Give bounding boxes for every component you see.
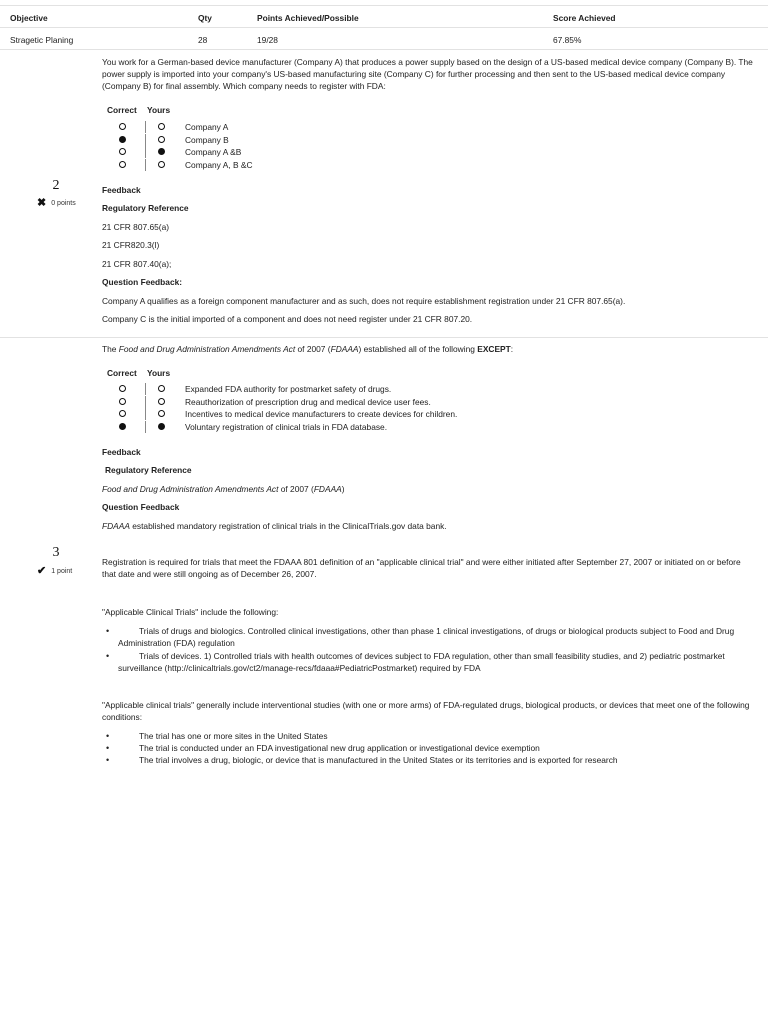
- list-item: [118, 742, 758, 754]
- list-item-text: The trial involves a drug, biologic, or device that is manufactured in the United States or its territories and is exported for research: [139, 755, 618, 765]
- choice-text: Company A: [185, 122, 229, 132]
- correct-radio: [119, 385, 126, 392]
- general-label: "Applicable clinical trials" generally include interventional studies (with one or more arms) of FDA-regulated drugs, biological products, or devices that meet one of the following conditions:: [102, 700, 750, 722]
- col-yours: Yours: [146, 368, 171, 378]
- col-yours: Yours: [146, 105, 171, 115]
- question-feedback-2: Company C is the initial imported of a component and does not need register under 21 CFR 807.20.: [102, 314, 473, 324]
- reg-ref-3: 21 CFR 807.40(a);: [102, 259, 172, 269]
- act-label: "Applicable Clinical Trials" include the following:: [102, 607, 279, 617]
- act-list: [118, 625, 758, 674]
- reg-ref-label: Regulatory Reference: [102, 203, 189, 213]
- conditions-list: [118, 730, 758, 766]
- summary-header-row: [0, 6, 768, 28]
- stem-text: :: [510, 344, 514, 354]
- ref-act-name: Food and Drug Administration Amendments Act: [102, 484, 279, 494]
- list-item-text: The trial has one or more sites in the United States: [139, 731, 328, 741]
- question-stem: You work for a German-based device manufacturer (Company A) that produces a power supply based on the design of a US-based medical device company (Company B). The power supply is imported into your company's US-based manufacturing site (Company C) for further processing and then sent to the US-based medical device company (Company B) for final assembly. Which company needs to register with FDA:: [102, 57, 753, 91]
- column-divider: [145, 146, 146, 158]
- column-divider: [145, 121, 146, 133]
- stem-act-abbr: FDAAA: [330, 344, 359, 354]
- objective-value: Stragetic Planing: [10, 35, 74, 45]
- question-number: 3: [52, 545, 60, 560]
- choice-text: Company A, B &C: [185, 159, 253, 170]
- correct-radio: [119, 410, 126, 417]
- column-divider: [145, 134, 146, 146]
- stem-except: EXCEPT: [477, 344, 511, 354]
- choice-text: Incentives to medical device manufacturers to create devices for children.: [185, 409, 458, 419]
- ref-act-abbr: FDAAA: [313, 484, 342, 494]
- stem-text: The: [102, 344, 119, 354]
- list-item-text: The trial is conducted under an FDA investigational new drug application or investigational device exemption: [139, 743, 540, 753]
- header-objective: Objective: [10, 13, 48, 23]
- yours-radio: [158, 410, 165, 417]
- col-correct: Correct: [107, 105, 137, 115]
- choice-row: [118, 421, 718, 433]
- qty-value: 28: [198, 35, 208, 45]
- header-score: Score Achieved: [553, 13, 616, 23]
- summary-table: [0, 5, 768, 50]
- column-divider: [145, 408, 146, 420]
- yours-radio: [158, 136, 165, 143]
- choice-text: Reauthorization of prescription drug and medical device user fees.: [185, 396, 431, 407]
- col-correct: Correct: [107, 368, 137, 378]
- choice-row: [118, 134, 718, 146]
- yours-radio: [158, 148, 165, 155]
- question-feedback-label: Question Feedback: [102, 502, 180, 512]
- points-label: 0 points: [51, 200, 76, 207]
- points-value: 19/28: [257, 35, 278, 45]
- choice-row: [118, 146, 718, 158]
- header-qty: Qty: [198, 13, 212, 23]
- column-divider: [145, 396, 146, 408]
- choices-header: [107, 367, 178, 379]
- qfb-text: established mandatory registration of clinical trials in the ClinicalTrials.gov data bank.: [129, 521, 447, 531]
- choice-row: [118, 383, 718, 395]
- question-feedback-1: Company A qualifies as a foreign component manufacturer and as such, does not require establishment registration under 21 CFR 807.65(a).: [102, 296, 626, 306]
- reg-ref-2: 21 CFR820.3(l): [102, 240, 160, 250]
- question-score: [37, 565, 72, 578]
- summary-data-row: [0, 28, 768, 50]
- question-2: [0, 55, 768, 338]
- ref-text: ): [341, 484, 345, 494]
- reg-ref-label: Regulatory Reference: [105, 465, 192, 475]
- question-stem: [102, 343, 762, 355]
- stem-act-name: Food and Drug Administration Amendments Act: [118, 344, 296, 354]
- feedback-label: Feedback: [102, 447, 141, 457]
- yours-radio: [158, 398, 165, 405]
- list-item: [118, 730, 758, 742]
- correct-radio: [119, 161, 126, 168]
- yours-radio: [158, 423, 165, 430]
- check-icon: ✔: [37, 565, 47, 577]
- stem-text: of 2007 (: [295, 344, 331, 354]
- ref-text: of 2007 (: [278, 484, 314, 494]
- column-divider: [145, 421, 146, 433]
- question-feedback-2: Registration is required for trials that meet the FDAAA 801 definition of an "applicable clinical trial" and were either initiated after September 27, 2007 or initiated on or before that date and were still ongoing as of December 26, 2007.: [102, 557, 741, 579]
- reg-ref-1: [102, 483, 345, 495]
- choice-row: [118, 159, 718, 171]
- choices-header: [107, 104, 178, 116]
- correct-radio: [119, 123, 126, 130]
- correct-radio: [119, 148, 126, 155]
- choice-text: Company A &B: [185, 147, 242, 157]
- choice-row: [118, 121, 718, 133]
- yours-radio: [158, 123, 165, 130]
- score-value: 67.85%: [553, 35, 582, 45]
- question-score: [37, 197, 76, 210]
- column-divider: [145, 159, 146, 171]
- list-item-text: Trials of drugs and biologics. Controlled clinical investigations, other than phase 1 clinical investigations, of drugs or biological products subject to Food and Drug Administration (FDA) regulation: [118, 626, 735, 648]
- yours-radio: [158, 161, 165, 168]
- x-icon: ✖: [37, 197, 47, 209]
- choice-text: Voluntary registration of clinical trials in FDA database.: [185, 421, 388, 432]
- correct-radio: [119, 398, 126, 405]
- list-item-text: Trials of devices. 1) Controlled trials with health outcomes of devices subject to FDA regulation, other than small feasibility studies, and 2) pediatric postmarket surveillance (http://clinicaltrials.gov/ct2/manage-recs/fdaaa#PediatricPostmarket) required by FDA: [118, 651, 725, 673]
- question-feedback-label: Question Feedback:: [102, 277, 183, 287]
- question-number: 2: [52, 178, 60, 193]
- question-3: [0, 339, 768, 779]
- feedback-label: Feedback: [102, 185, 141, 195]
- list-item: [118, 650, 758, 674]
- yours-radio: [158, 385, 165, 392]
- stem-text: ) established all of the following: [358, 344, 478, 354]
- choice-text: Company B: [185, 134, 229, 145]
- correct-radio: [119, 136, 126, 143]
- header-points: Points Achieved/Possible: [257, 13, 359, 23]
- choice-text: Expanded FDA authority for postmarket safety of drugs.: [185, 384, 392, 394]
- question-feedback-1: [102, 520, 447, 532]
- choice-row: [118, 408, 718, 420]
- column-divider: [145, 383, 146, 395]
- list-item: [118, 625, 758, 649]
- qfb-act-abbr: FDAAA: [102, 521, 130, 531]
- correct-radio: [119, 423, 126, 430]
- list-item: [118, 754, 758, 766]
- choice-row: [118, 396, 718, 408]
- reg-ref-1: 21 CFR 807.65(a): [102, 222, 170, 232]
- points-label: 1 point: [51, 568, 73, 575]
